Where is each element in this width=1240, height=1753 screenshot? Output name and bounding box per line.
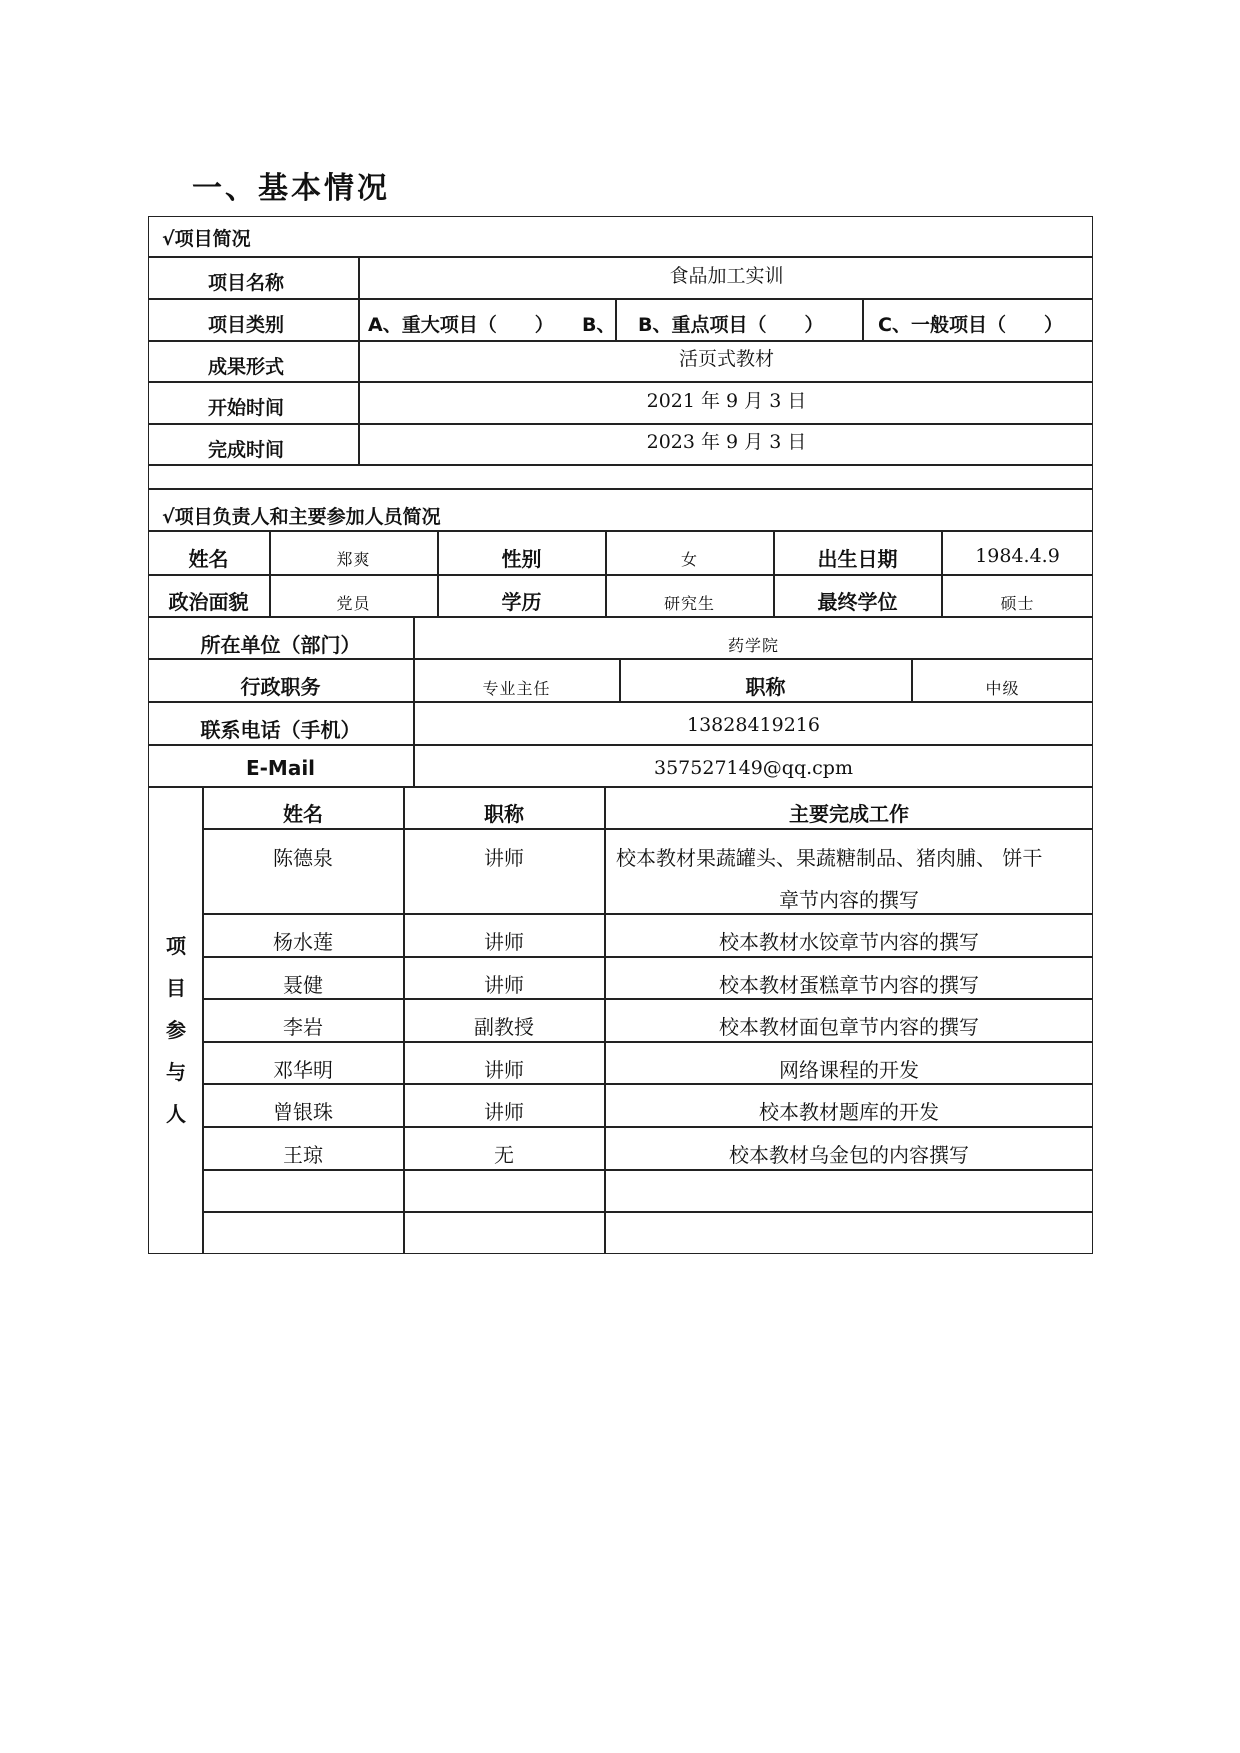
row-divider bbox=[148, 658, 1093, 660]
end-time-value: 2023 年 9 月 3 日 bbox=[646, 431, 807, 453]
unit-label: 所在单位（部门） bbox=[200, 633, 361, 657]
participant-work: 校本教材面包章节内容的撰写 bbox=[719, 1015, 979, 1039]
participant-work: 网络课程的开发 bbox=[779, 1058, 919, 1082]
phone-label: 联系电话（手机） bbox=[200, 718, 361, 742]
category-option-a: A、重大项目（ ） bbox=[368, 314, 554, 336]
row-divider bbox=[148, 574, 1093, 576]
side-char: 项 bbox=[166, 934, 186, 958]
participant-name: 李岩 bbox=[283, 1015, 323, 1039]
participant-title: 讲师 bbox=[484, 1058, 524, 1082]
participant-work: 校本教材乌金包的内容撰写 bbox=[729, 1143, 969, 1167]
unit-value: 药学院 bbox=[727, 636, 779, 655]
participant-title: 讲师 bbox=[484, 846, 524, 870]
phone-value: 13828419216 bbox=[687, 714, 820, 736]
row-divider bbox=[148, 488, 1093, 490]
result-form-label: 成果形式 bbox=[208, 356, 285, 378]
start-time-label: 开始时间 bbox=[208, 397, 285, 419]
participant-work-line2: 章节内容的撰写 bbox=[779, 888, 919, 912]
participant-name: 杨水莲 bbox=[273, 930, 333, 954]
category-option-b: B、重点项目（ ） bbox=[638, 314, 824, 336]
section-title: 一、基本情况 bbox=[192, 171, 390, 206]
birth-date-value: 1984.4.9 bbox=[975, 545, 1060, 567]
participant-name: 邓华明 bbox=[273, 1058, 333, 1082]
admin-position-value: 专业主任 bbox=[482, 679, 551, 698]
row-divider bbox=[202, 1041, 1093, 1043]
participant-name: 王琼 bbox=[283, 1143, 323, 1167]
row-divider bbox=[148, 423, 1093, 425]
degree-value: 硕士 bbox=[1000, 594, 1035, 613]
admin-position-label: 行政职务 bbox=[240, 675, 321, 699]
result-form-value: 活页式教材 bbox=[678, 348, 774, 370]
side-char: 参 bbox=[166, 1018, 186, 1042]
participant-name: 曾银珠 bbox=[273, 1100, 333, 1124]
row-divider bbox=[202, 1169, 1093, 1171]
participant-title: 讲师 bbox=[484, 930, 524, 954]
email-label: E-Mail bbox=[245, 756, 316, 780]
row-divider bbox=[148, 701, 1093, 703]
row-divider bbox=[202, 828, 1093, 830]
participant-title: 无 bbox=[494, 1143, 514, 1167]
politics-value: 党员 bbox=[336, 594, 371, 613]
participant-work: 校本教材题库的开发 bbox=[759, 1100, 939, 1124]
row-divider bbox=[202, 956, 1093, 958]
participants-header-name: 姓名 bbox=[283, 802, 323, 826]
row-divider bbox=[148, 744, 1093, 746]
participant-name: 陈德泉 bbox=[273, 846, 333, 870]
project-name-label: 项目名称 bbox=[208, 272, 285, 294]
row-divider bbox=[148, 256, 1093, 258]
row-divider bbox=[202, 1126, 1093, 1128]
education-value: 研究生 bbox=[663, 594, 715, 613]
gender-value: 女 bbox=[680, 550, 698, 569]
participant-title: 副教授 bbox=[474, 1015, 534, 1039]
participant-title: 讲师 bbox=[484, 973, 524, 997]
participant-title: 讲师 bbox=[484, 1100, 524, 1124]
professional-title-label: 职称 bbox=[745, 675, 786, 699]
category-option-c: C、一般项目（ ） bbox=[878, 314, 1063, 336]
politics-label: 政治面貌 bbox=[168, 590, 249, 614]
row-divider bbox=[148, 786, 1093, 788]
row-divider bbox=[202, 998, 1093, 1000]
participants-header-work: 主要完成工作 bbox=[789, 802, 909, 826]
col-divider bbox=[862, 298, 864, 340]
gender-label: 性别 bbox=[501, 547, 542, 571]
side-char: 目 bbox=[166, 976, 186, 1000]
row-divider bbox=[202, 913, 1093, 915]
project-name-value: 食品加工实训 bbox=[669, 265, 784, 287]
side-char: 与 bbox=[166, 1060, 186, 1084]
side-char: 人 bbox=[166, 1102, 186, 1126]
row-divider bbox=[148, 381, 1093, 383]
email-value: 357527149@qq.cpm bbox=[654, 757, 853, 779]
professional-title-value: 中级 bbox=[985, 679, 1020, 698]
project-category-label: 项目类别 bbox=[208, 314, 285, 336]
project-section-heading: √项目简况 bbox=[162, 228, 251, 250]
participant-name: 聂健 bbox=[283, 973, 323, 997]
participants-header-title: 职称 bbox=[484, 802, 524, 826]
participant-work-line1: 校本教材果蔬罐头、果蔬糖制品、猪肉脯、 饼干 bbox=[616, 846, 1043, 870]
start-time-value: 2021 年 9 月 3 日 bbox=[646, 390, 807, 412]
leader-name-value: 郑爽 bbox=[336, 550, 371, 569]
participant-work: 校本教材蛋糕章节内容的撰写 bbox=[719, 973, 979, 997]
row-divider bbox=[202, 1083, 1093, 1085]
row-divider bbox=[148, 530, 1093, 532]
degree-label: 最终学位 bbox=[817, 590, 898, 614]
leader-section-heading: √项目负责人和主要参加人员简况 bbox=[162, 506, 441, 528]
row-divider bbox=[148, 464, 1093, 466]
participants-side-label bbox=[150, 925, 202, 1135]
row-divider bbox=[148, 340, 1093, 342]
participant-work: 校本教材水饺章节内容的撰写 bbox=[719, 930, 979, 954]
row-divider bbox=[148, 616, 1093, 618]
end-time-label: 完成时间 bbox=[208, 439, 285, 461]
leader-name-label: 姓名 bbox=[188, 547, 229, 571]
category-option-b-prefix: B、 bbox=[582, 314, 616, 336]
row-divider bbox=[202, 1211, 1093, 1213]
row-divider bbox=[148, 298, 1093, 300]
education-label: 学历 bbox=[501, 590, 542, 614]
birth-date-label: 出生日期 bbox=[817, 547, 898, 571]
